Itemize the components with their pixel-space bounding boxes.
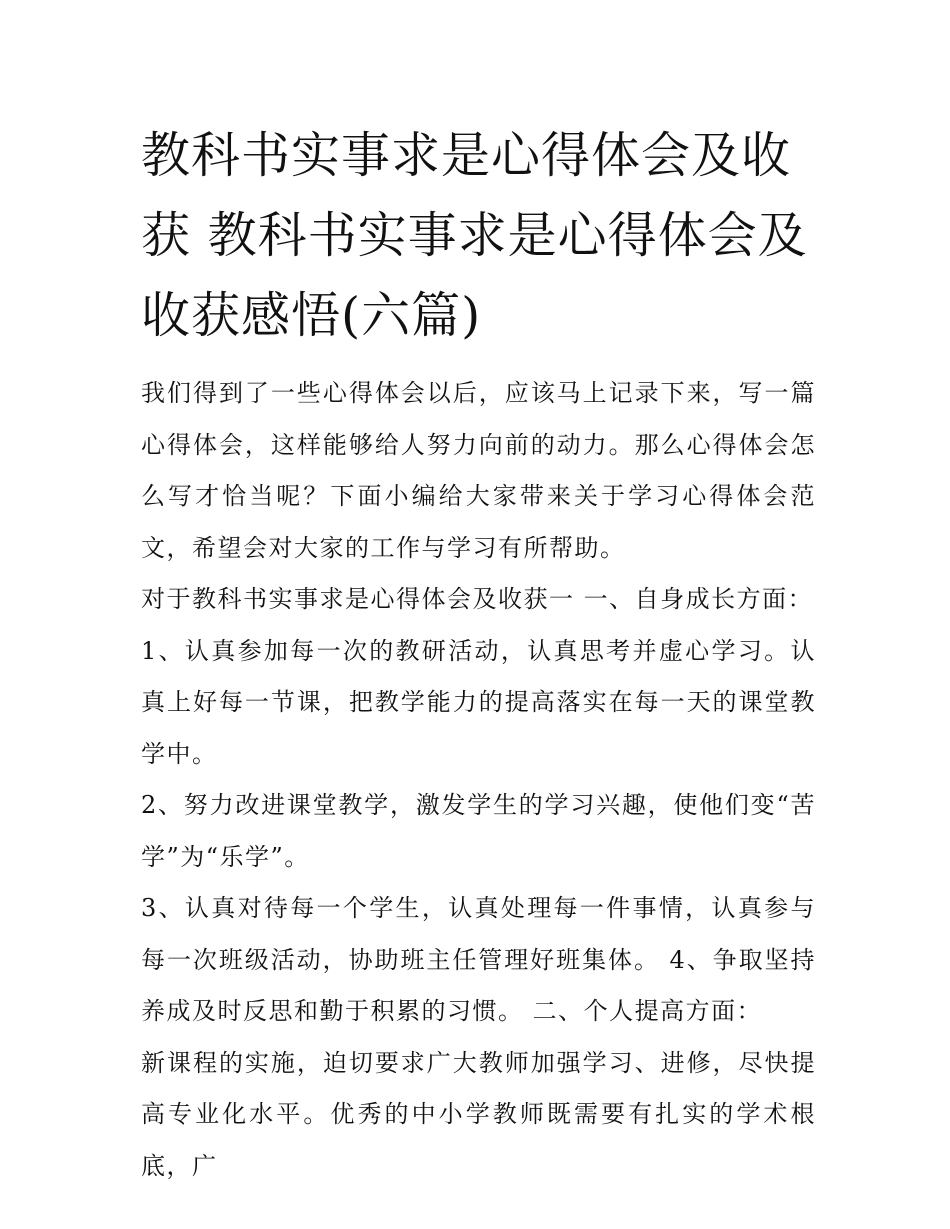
paragraph-item-3: 3、认真对待每一个学生，认真处理每一件事情，认真参与每一次班级活动，协助班主任管理好班集体。 4、争取坚持养成及时反思和勤于积累的习惯。 二、个人提高方面：	[141, 894, 816, 1025]
paragraph-item-2: 2、努力改进课堂教学，激发学生的学习兴趣，使他们变“苦学”为“乐学”。	[141, 791, 816, 871]
document-title: 教科书实事求是心得体会及收获 教科书实事求是心得体会及收获感悟(六篇)	[141, 127, 808, 344]
document-content	[141, 116, 816, 1192]
paragraph-item-1: 1、认真参加每一次的教研活动，认真思考并虚心学习。认真上好每一节课，把教学能力的提高落实在每一天的课堂教学中。	[141, 636, 816, 768]
paragraph-section-heading: 对于教科书实事求是心得体会及收获一 一、自身成长方面：	[141, 585, 814, 613]
paragraph-intro: 我们得到了一些心得体会以后，应该马上记录下来，写一篇心得体会，这样能够给人努力向前的动力。那么心得体会怎么写才恰当呢？下面小编给大家带来关于学习心得体会范文，希望会对大家的工作与学习有所帮助。	[141, 379, 816, 562]
document-body	[141, 368, 816, 1192]
paragraph-new-curriculum: 新课程的实施，迫切要求广大教师加强学习、进修，尽快提高专业化水平。优秀的中小学教师既需要有扎实的学术根底，广	[141, 1048, 816, 1180]
